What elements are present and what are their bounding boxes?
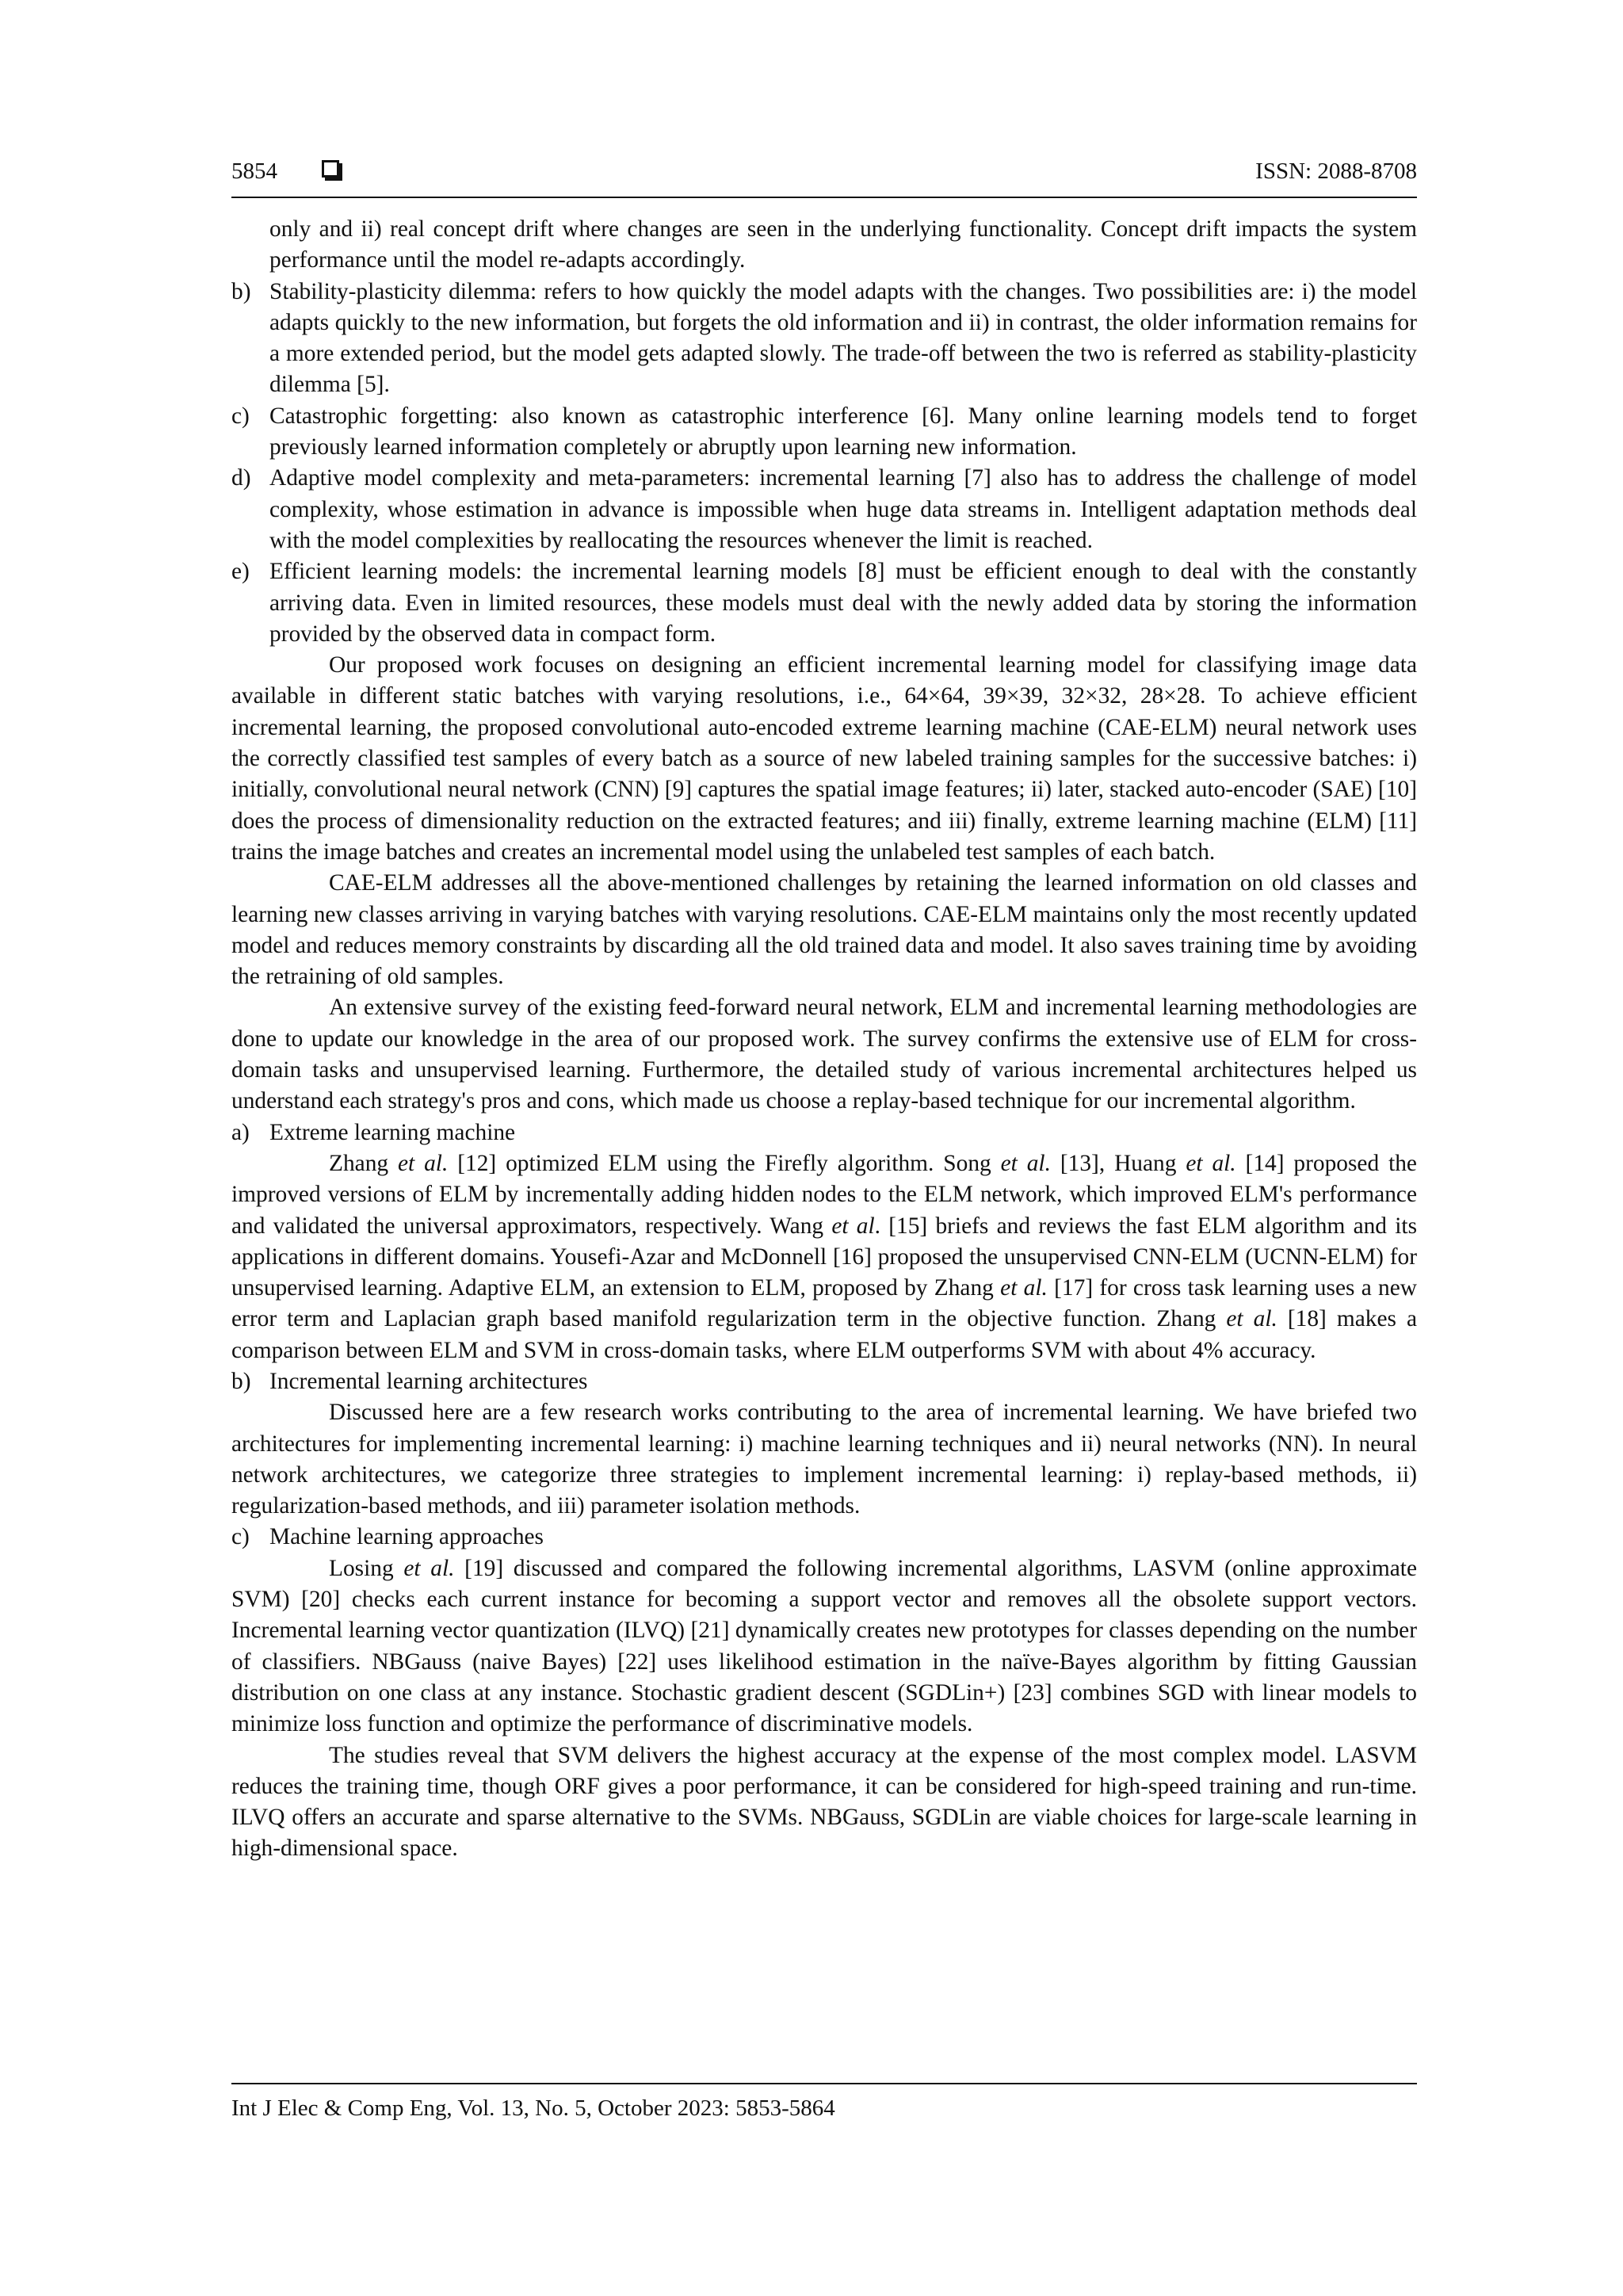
paragraph-studies: The studies reveal that SVM delivers the highest accuracy at the expense of the most complex model. LASVM reduces the training time, though ORF gives a poor performance, it can be considered for high-speed training and run-time. ILVQ offers an accurate and sparse alternative to the SVMs. NBGauss, SGDLin are viable choices for large-scale learning in high-dimensional space. [231, 1742, 1417, 1862]
subsection-marker: b) [231, 1368, 251, 1394]
list-item-text: Adaptive model complexity and meta-parameters: incremental learning [7] also has to address the challenge of model complexity, whose estimation in advance is impossible when huge data streams in. Intelligent adaptation methods deal with the model complexities by reallocating the resources whenever the limit is reached. [269, 465, 1417, 553]
subsection-title: Extreme learning machine [269, 1119, 516, 1145]
paragraph-proposed-work: Our proposed work focuses on designing an efficient incremental learning model for classifying image data available in different static batches with varying resolutions, i.e., 64×64, 39×39, 32×32, 28×28. To achieve efficient incremental learning, the proposed convolutional auto-encoded extreme learning machine (CAE-ELM) neural network uses the correctly classified test samples of every batch as a source of new labeled training samples for the successive batches: i) initially, convolutional neural network (CNN) [9] captures the spatial image features; ii) later, stacked auto-encoder (SAE) [10] does the process of dimensionality reduction on the extracted features; and iii) finally, extreme learning machine (ELM) [11] trains the image batches and creates an incremental model using the unlabeled test samples of each batch. [231, 652, 1417, 865]
subsection-heading-incremental [231, 1366, 1417, 1397]
article-body [231, 214, 1417, 1865]
header-rule [231, 197, 1417, 198]
subsection-title: Machine learning approaches [269, 1524, 544, 1550]
issn: ISSN: 2088-8708 [1255, 159, 1417, 184]
page-number: 5854 [231, 159, 277, 184]
square-box-icon [322, 160, 339, 178]
list-item-text: Catastrophic forgetting: also known as catastrophic interference [6]. Many online learning models tend to forget previously learned information completely or abruptly upon learning new information. [269, 403, 1417, 460]
list-marker: d) [231, 465, 251, 491]
paragraph-elm: Zhang et al. [12] optimized ELM using the Firefly algorithm. Song et al. [13], Huang et al. [14] proposed the improved versions of ELM by incrementally adding hidden nodes to the ELM network, which improved ELM's performance and validated the universal approximators, respectively. Wang et al. [15] briefs and reviews the fast ELM algorithm and its applications in different domains. Yousefi-Azar and McDonnell [16] proposed the unsupervised CNN-ELM (UCNN-ELM) for unsupervised learning. Adaptive ELM, an extension to ELM, proposed by Zhang et al. [17] for cross task learning uses a new error term and Laplacian graph based manifold regularization term in the objective function. Zhang et al. [18] makes a comparison between ELM and SVM in cross-domain tasks, where ELM outperforms SVM with about 4% accuracy. [231, 1150, 1418, 1363]
subsection-marker: c) [231, 1524, 250, 1550]
subsection-heading-elm [231, 1117, 1417, 1148]
list-item-text: Stability-plasticity dilemma: refers to how quickly the model adapts with the changes. Two possibilities are: i) the model adapts quickly to the new information, but forgets the old information and ii) in contrast, the older information remains for a more extended period, but the model gets adapted slowly. The trade-off between the two is referred as stability-plasticity dilemma [5]. [269, 278, 1417, 398]
footer-rule [231, 2083, 1417, 2084]
journal-citation: Int J Elec & Comp Eng, Vol. 13, No. 5, October 2023: 5853-5864 [231, 2095, 835, 2121]
subsection-title: Incremental learning architectures [269, 1368, 588, 1394]
list-item-adaptive-complexity [231, 463, 1417, 556]
list-item-text: Efficient learning models: the incremental learning models [8] must be efficient enough to deal with the constantly arriving data. Even in limited resources, these models must deal with the newly added data by storing the information provided by the observed data in compact form. [269, 559, 1417, 647]
paragraph-incremental-architectures: Discussed here are a few research works contributing to the area of incremental learning. We have briefed two architectures for implementing incremental learning: i) machine learning techniques and ii) neural networks (NN). In neural network architectures, we categorize three strategies to implement incremental learning: i) replay-based methods, ii) regularization-based methods, and iii) parameter isolation methods. [231, 1400, 1417, 1519]
subsection-heading-ml [231, 1522, 1417, 1553]
list-marker: e) [231, 559, 250, 585]
subsection-marker: a) [231, 1119, 250, 1145]
list-item-catastrophic-forgetting [231, 401, 1417, 464]
paragraph-cae-elm: CAE-ELM addresses all the above-mentioned challenges by retaining the learned information on old classes and learning new classes arriving in varying batches with varying resolutions. CAE-ELM maintains only the most recently updated model and reduces memory constraints by discarding all the old trained data and model. It also saves training time by avoiding the retraining of old samples. [231, 870, 1417, 990]
list-item-efficient-models [231, 556, 1417, 650]
paragraph-ml-approaches: Losing et al. [19] discussed and compared the following incremental algorithms, LASVM (online approximate SVM) [20] checks each current instance for becoming a support vector and removes all the obsolete support vectors. Incremental learning vector quantization (ILVQ) [21] dynamically creates new prototypes for classes depending on the number of classifiers. NBGauss (naive Bayes) [22] uses likelihood estimation in the naïve-Bayes algorithm by fitting Gaussian distribution on one class at any instance. Stochastic gradient descent (SGDLin+) [23] combines SGD with linear models to minimize loss function and optimize the performance of discriminative models. [231, 1555, 1417, 1737]
list-marker: b) [231, 278, 251, 304]
list-item-stability-plasticity [231, 277, 1417, 401]
page-header [231, 155, 1417, 193]
paragraph-survey: An extensive survey of the existing feed-forward neural network, ELM and incremental learning methodologies are done to update our knowledge in the area of our proposed work. The survey confirms the extensive use of ELM for cross-domain tasks and unsupervised learning. Furthermore, the detailed study of various incremental architectures helped us understand each strategy's pros and cons, which made us choose a replay-based technique for our incremental algorithm. [231, 995, 1417, 1114]
list-continuation: only and ii) real concept drift where changes are seen in the underlying functionality. Concept drift impacts the system performance until the model re-adapts accordingly. [269, 216, 1417, 273]
list-marker: c) [231, 403, 250, 429]
